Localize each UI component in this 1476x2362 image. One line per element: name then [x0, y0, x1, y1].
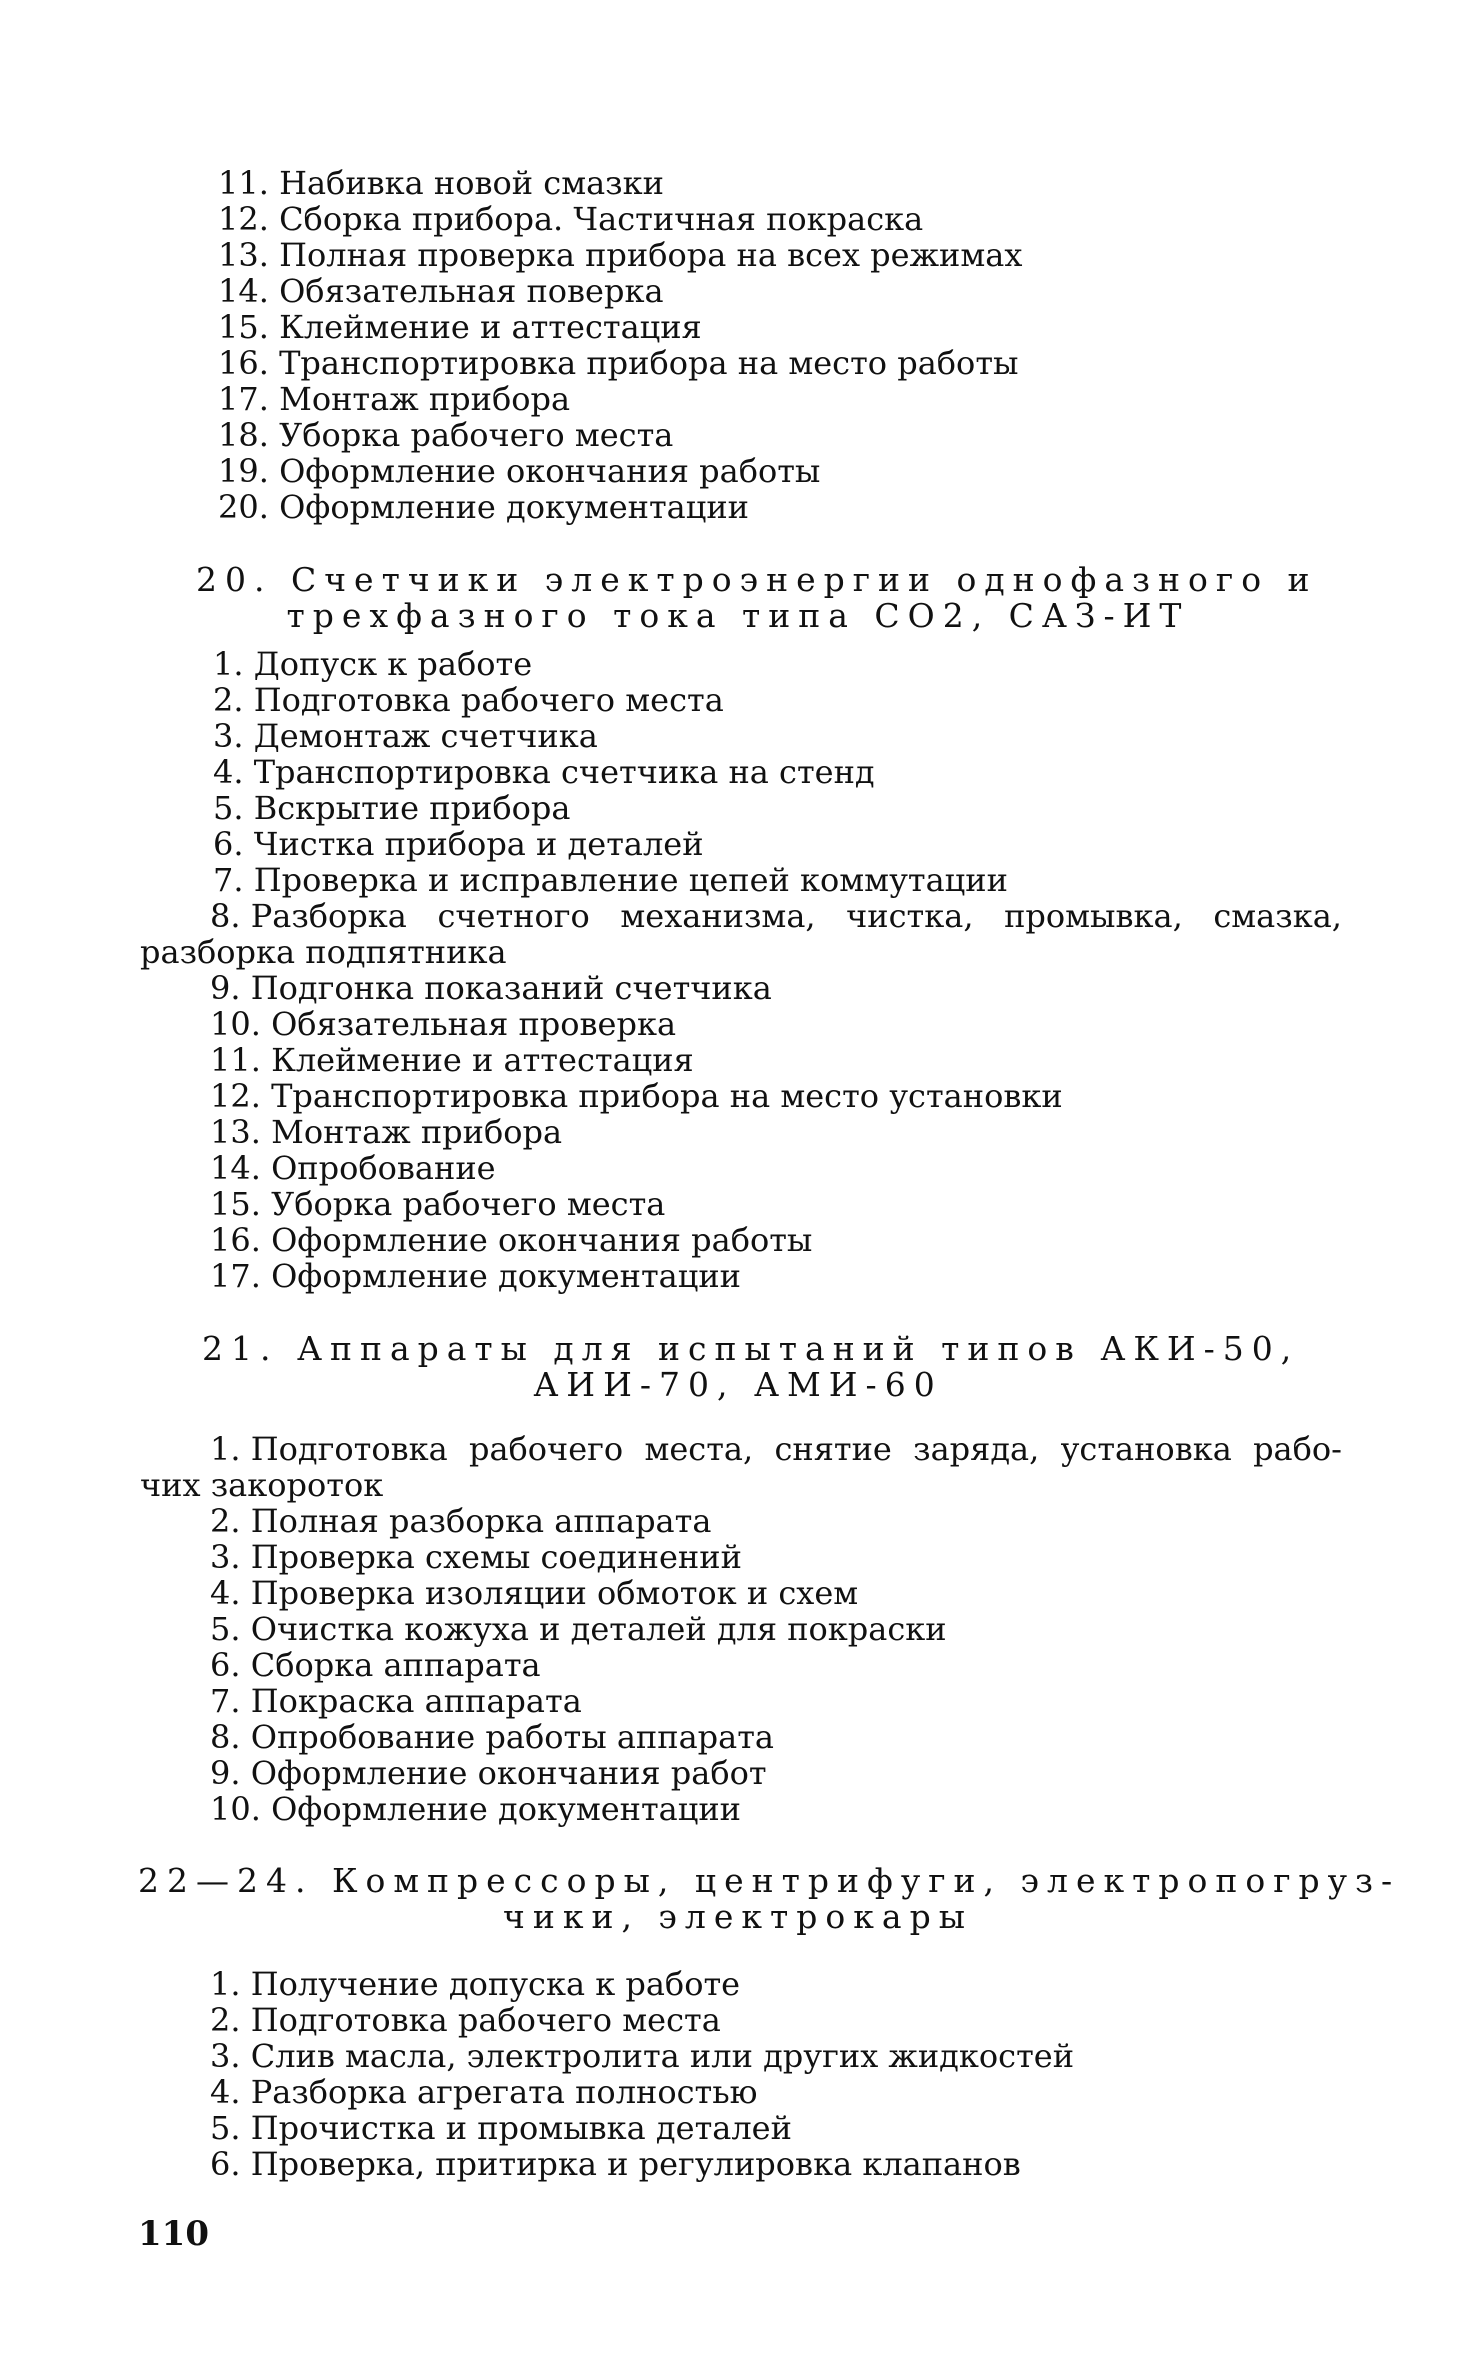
section-22-heading-line1: 22—24. Компрессоры, центрифуги, электропогруз- — [138, 1861, 1401, 1900]
list-item: 15. Клеймение и аттестация — [218, 308, 702, 346]
list-item: 3. Проверка схемы соединений — [210, 1538, 742, 1576]
word: чистка, — [846, 897, 974, 935]
section-20-heading-line2: трехфазного тока типа СО2, САЗ-ИТ — [286, 596, 1190, 635]
list-item: 4. Разборка агрегата полностью — [210, 2073, 758, 2111]
word: установка — [1060, 1430, 1232, 1468]
list-item: 20. Оформление документации — [218, 488, 749, 526]
list-item: 1. Допуск к работе — [213, 645, 533, 683]
list-item: 18. Уборка рабочего места — [218, 416, 674, 454]
page-number: 110 — [138, 2214, 209, 2254]
list-item: 19. Оформление окончания работы — [218, 452, 821, 490]
list-item: 16. Оформление окончания работы — [210, 1221, 813, 1259]
list-item-continuation: разборка подпятника — [140, 933, 507, 971]
list-item: 6. Сборка аппарата — [210, 1646, 541, 1684]
word: снятие — [774, 1430, 892, 1468]
list-item: 14. Опробование — [210, 1149, 496, 1187]
list-item: 4. Транспортировка счетчика на стенд — [213, 753, 875, 791]
list-item: 17. Оформление документации — [210, 1257, 741, 1295]
list-item: 13. Полная проверка прибора на всех режимах — [218, 236, 1023, 274]
word: 8. Разборка — [210, 897, 407, 935]
list-item: 2. Подготовка рабочего места — [213, 681, 724, 719]
section-22-heading-line2: чики, электрокары — [503, 1897, 973, 1936]
list-item: 11. Набивка новой смазки — [218, 164, 664, 202]
list-item: 2. Полная разборка аппарата — [210, 1502, 712, 1540]
word: 1. Подготовка — [210, 1430, 448, 1468]
list-item: 5. Вскрытие прибора — [213, 789, 571, 827]
word: механизма, — [620, 897, 816, 935]
list-item: 6. Проверка, притирка и регулировка клапанов — [210, 2145, 1021, 2183]
list-item: 7. Проверка и исправление цепей коммутации — [213, 861, 1008, 899]
list-item: 9. Оформление окончания работ — [210, 1754, 767, 1792]
list-item: 12. Транспортировка прибора на место установки — [210, 1077, 1063, 1115]
list-item: 4. Проверка изоляции обмоток и схем — [210, 1574, 859, 1612]
list-item: 8. Опробование работы аппарата — [210, 1718, 774, 1756]
list-item: 6. Чистка прибора и деталей — [213, 825, 704, 863]
word: места, — [644, 1430, 754, 1468]
list-item: 17. Монтаж прибора — [218, 380, 571, 418]
word: промывка, — [1004, 897, 1183, 935]
list-item: 11. Клеймение и аттестация — [210, 1041, 694, 1079]
list-item: 5. Очистка кожуха и деталей для покраски — [210, 1610, 947, 1648]
word: рабочего — [468, 1430, 624, 1468]
section-21-heading-line2: АИИ-70, АМИ-60 — [533, 1365, 943, 1404]
word: смазка, — [1213, 897, 1342, 935]
list-item: 15. Уборка рабочего места — [210, 1185, 666, 1223]
section-21-heading-line1: 21. Аппараты для испытаний типов АКИ-50, — [202, 1329, 1300, 1368]
list-item: 9. Подгонка показаний счетчика — [210, 969, 772, 1007]
section-20-heading-line1: 20. Счетчики электроэнергии однофазного и — [196, 560, 1318, 599]
list-item: 7. Покраска аппарата — [210, 1682, 582, 1720]
list-item: 2. Подготовка рабочего места — [210, 2001, 721, 2039]
list-item-justified — [210, 898, 1342, 934]
word: рабо- — [1253, 1430, 1342, 1468]
word: заряда, — [913, 1430, 1040, 1468]
list-item: 13. Монтаж прибора — [210, 1113, 563, 1151]
list-item: 14. Обязательная поверка — [218, 272, 664, 310]
list-item-continuation: чих закороток — [140, 1466, 384, 1504]
list-item: 10. Оформление документации — [210, 1790, 741, 1828]
list-item: 1. Получение допуска к работе — [210, 1965, 741, 2003]
list-item: 12. Сборка прибора. Частичная покраска — [218, 200, 924, 238]
list-item-justified — [210, 1431, 1342, 1467]
list-item: 16. Транспортировка прибора на место работы — [218, 344, 1019, 382]
list-item: 3. Слив масла, электролита или других жидкостей — [210, 2037, 1075, 2075]
list-item: 3. Демонтаж счетчика — [213, 717, 598, 755]
word: счетного — [437, 897, 590, 935]
list-item: 10. Обязательная проверка — [210, 1005, 677, 1043]
list-item: 5. Прочистка и промывка деталей — [210, 2109, 792, 2147]
